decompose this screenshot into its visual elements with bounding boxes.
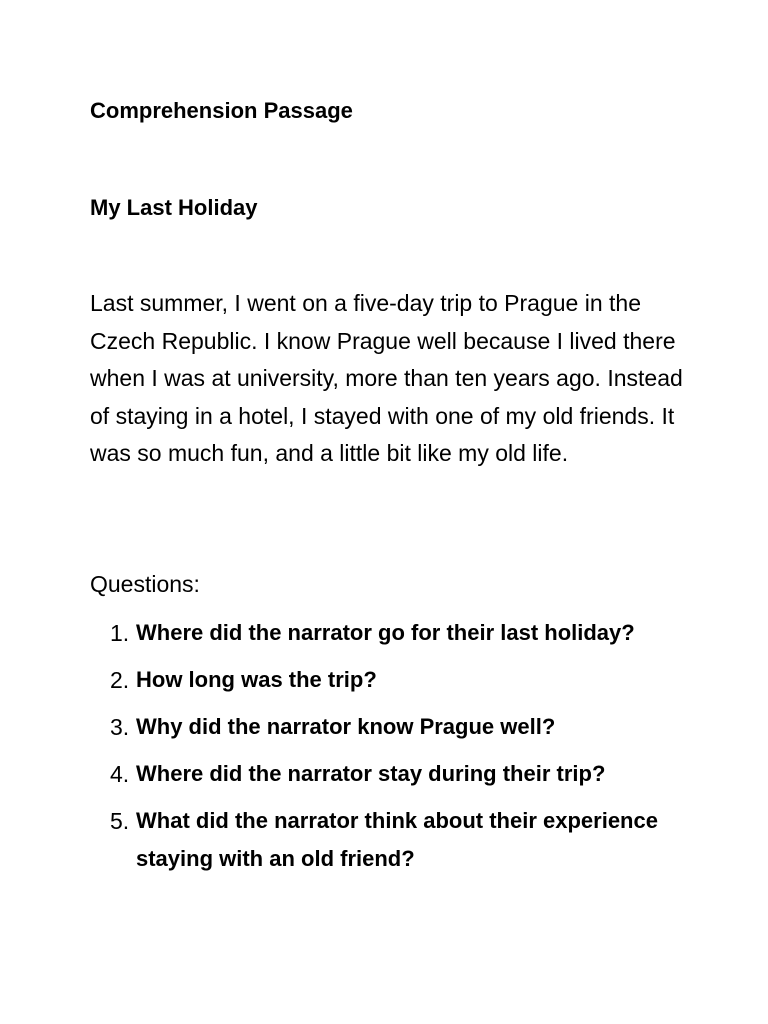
question-text: Where did the narrator stay during their trip? [136, 761, 606, 786]
question-number: 3. [110, 714, 130, 740]
question-item [90, 614, 690, 652]
questions-label: Questions: [90, 571, 200, 597]
question-text: Why did the narrator know Prague well? [136, 714, 556, 739]
passage-title: My Last Holiday [90, 195, 258, 220]
question-item [90, 802, 690, 878]
question-number: 4. [110, 761, 130, 787]
question-number: 5. [110, 808, 130, 834]
document-title: Comprehension Passage [90, 98, 353, 123]
question-text: Where did the narrator go for their last holiday? [136, 620, 635, 645]
question-item [90, 755, 690, 793]
question-item [90, 661, 690, 699]
question-text: What did the narrator think about their experience staying with an old friend? [136, 808, 658, 871]
question-text: How long was the trip? [136, 667, 377, 692]
questions-list [90, 614, 690, 887]
question-number: 1. [110, 620, 130, 646]
question-number: 2. [110, 667, 130, 693]
passage-text: Last summer, I went on a five-day trip to Prague in the Czech Republic. I know Prague well because I lived there when I was at university, more than ten years ago. Instead of staying in a hotel, I stayed with one of my old friends. It was so much fun, and a little bit like my old life. [90, 290, 683, 467]
question-item [90, 708, 690, 746]
